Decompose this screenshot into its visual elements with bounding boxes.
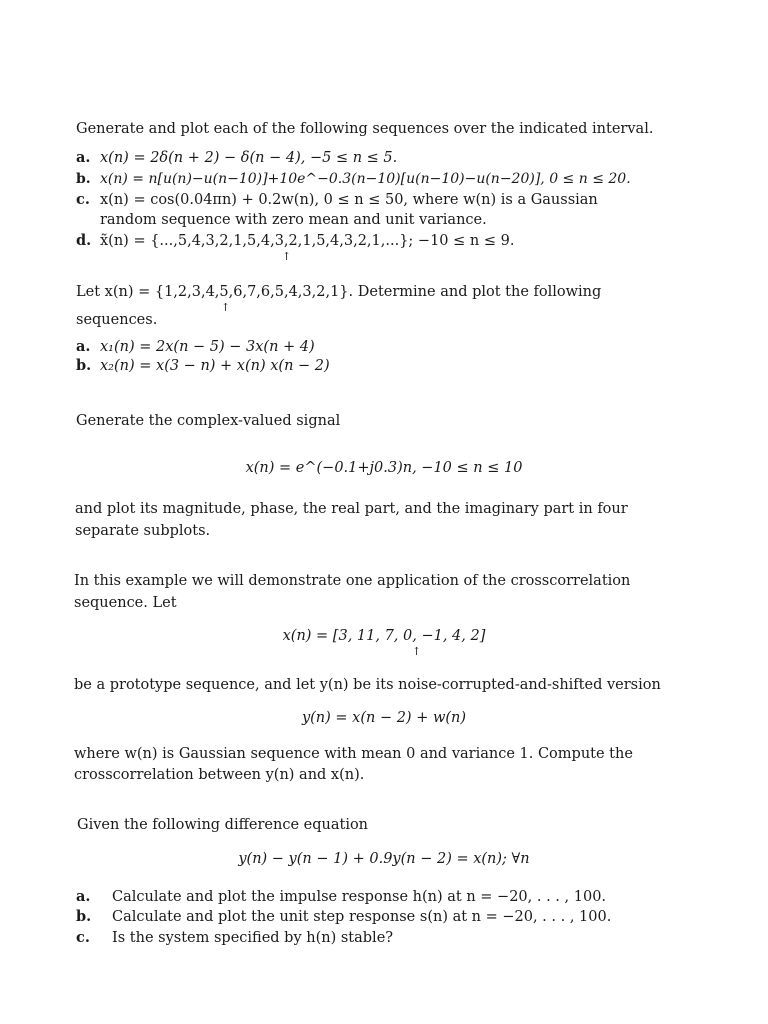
p5-a-text: Calculate and plot the impulse response h(n) at n = −20, . . . , 100. [112,889,607,905]
p5-a-label: a. [76,888,91,905]
p1-c-label: c. [76,191,90,208]
p1-d-origin-arrow: ↑ [282,250,292,263]
p1-item-a [76,149,397,167]
p4-text-line1: be a prototype sequence, and let y(n) be its noise-corrupted-and-shifted version [74,677,661,693]
p1-a-label: a. [76,149,91,166]
p1-b-label: b. [76,171,91,187]
p2-a-label: a. [76,338,91,355]
p1-d-text: x̃(n) = {...,5,4,3,2,1,5,4,3,2,1,5,4,3,2,1,...}; −10 ≤ n ≤ 9. [100,233,515,249]
p4-text-line3: crosscorrelation between y(n) and x(n). [74,767,365,783]
p2-a-text: x₁(n) = 2x(n − 5) − 3x(n + 4) [100,339,315,355]
p4-equation-x: x(n) = [3, 11, 7, 0, −1, 4, 2] [282,628,486,644]
p1-item-b [76,170,631,188]
p1-c-continued: random sequence with zero mean and unit variance. [100,212,487,228]
p4-origin-arrow: ↑ [412,645,422,658]
p3-text-line2: separate subplots. [75,523,211,539]
p5-item-c [76,929,393,947]
p3-text-line1: and plot its magnitude, phase, the real part, and the imaginary part in four [75,501,628,517]
p1-b-text: x(n) = n[u(n)−u(n−10)]+10e^−0.3(n−10)[u(n−10)−u(n−20)], 0 ≤ n ≤ 20. [100,171,631,187]
p1-intro: Generate and plot each of the following sequences over the indicated interval. [76,121,654,137]
p2-intro-continued: sequences. [76,312,158,328]
p2-origin-arrow: ↑ [221,301,231,314]
p4-text-line2: where w(n) is Gaussian sequence with mean 0 and variance 1. Compute the [74,746,633,762]
p2-b-label: b. [76,357,92,374]
p4-equation-y: y(n) = x(n − 2) + w(n) [301,710,467,726]
p5-b-label: b. [76,908,92,925]
p1-d-label: d. [76,232,92,249]
p5-equation: y(n) − y(n − 1) + 0.9y(n − 2) = x(n); ∀n [238,851,530,867]
p5-item-a [76,888,606,906]
p1-a-text: x(n) = 2δ(n + 2) − δ(n − 4), −5 ≤ n ≤ 5. [100,150,398,166]
p2-item-b [76,357,330,375]
p4-intro-line1: In this example we will demonstrate one application of the crosscorrelation [74,573,631,589]
p1-item-c [76,191,598,209]
p3-intro: Generate the complex-valued signal [76,413,341,429]
p4-intro-line2: sequence. Let [74,595,177,611]
p2-item-a [76,338,315,356]
p1-c-text: x(n) = cos(0.04πn) + 0.2w(n), 0 ≤ n ≤ 50, where w(n) is a Gaussian [100,192,598,208]
p5-c-label: c. [76,929,90,946]
p5-intro: Given the following difference equation [77,817,369,833]
p5-b-text: Calculate and plot the unit step response s(n) at n = −20, . . . , 100. [112,909,612,925]
p3-equation: x(n) = e^(−0.1+j0.3)n, −10 ≤ n ≤ 10 [245,460,523,476]
p2-b-text: x₂(n) = x(3 − n) + x(n) x(n − 2) [100,358,330,374]
p2-intro: Let x(n) = {1,2,3,4,5,6,7,6,5,4,3,2,1}. Determine and plot the following [76,284,602,300]
p5-item-b [76,908,611,926]
p5-c-text: Is the system specified by h(n) stable? [112,930,394,946]
p1-item-d [76,232,514,250]
